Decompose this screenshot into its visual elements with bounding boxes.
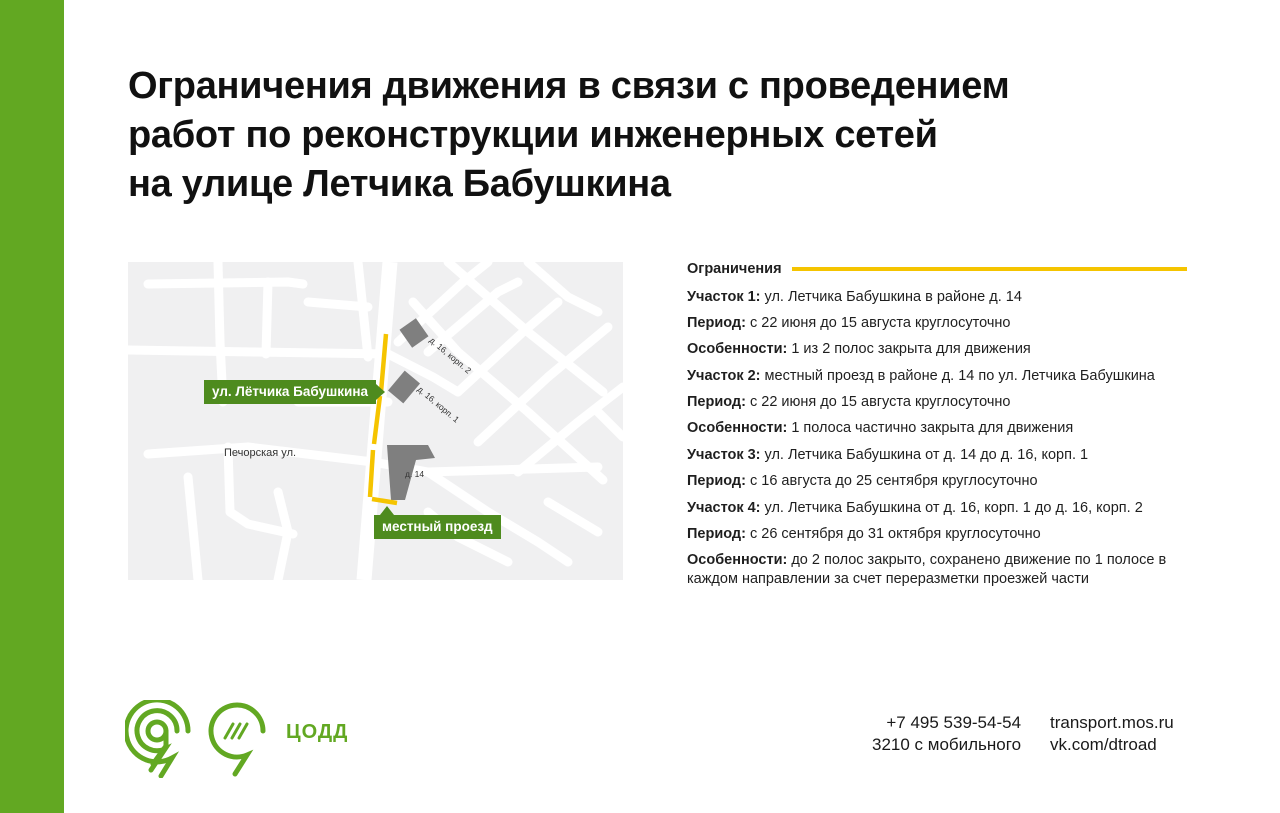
s4-features-value: до 2 полос закрыто, сохранено движение по 1 полосе в каждом направлении за счет переразметки проезжей части [687,552,1167,587]
s1-area-value: ул. Летчика Бабушкина в районе д. 14 [760,289,1022,305]
local-road-callout: местный проезд [374,515,501,539]
s3-period-key: Период: [687,473,746,489]
label-b14: д. 14 [405,469,425,479]
page-title [128,62,1208,209]
restrictions-heading: Ограничения [687,260,782,277]
moscow-transport-logo-icon [125,700,193,778]
s2-period-key: Период: [687,394,746,410]
codd-logo-text: ЦОДД [286,721,349,743]
s4-area-value: ул. Летчика Бабушкина от д. 16, корп. 1 до д. 16, корп. 2 [760,500,1143,516]
mobile-number: 3210 с мобильного [872,735,1022,754]
s1-features-value: 1 из 2 полос закрыта для движения [787,341,1031,357]
street-callout: ул. Лётчика Бабушкина [204,380,376,404]
s2-area-value: местный проезд в районе д. 14 по ул. Летчика Бабушкина [760,368,1155,384]
phone-contacts [862,712,1021,756]
label-b16k1: д. 16, корп. 1 [415,384,462,425]
web-contacts [1050,712,1174,756]
label-b16k2: д. 16, корп. 2 [427,335,474,376]
yellow-line [792,267,1187,271]
s3-area-key: Участок 3: [687,447,761,463]
s2-features-value: 1 полоса частично закрыта для движения [787,420,1074,436]
restrictions-panel [687,260,1187,597]
s4-period-key: Период: [687,526,746,542]
phone-number: +7 495 539-54-54 [886,713,1022,732]
s4-area-key: Участок 4: [687,500,761,516]
section-4 [687,499,1187,589]
scheme-map [128,262,623,580]
left-green-bar [0,0,64,813]
s2-area-key: Участок 2: [687,368,761,384]
title-line-2: работ по реконструкции инженерных сетей [128,114,938,156]
s1-period-key: Период: [687,315,746,331]
section-1 [687,288,1187,359]
s2-features-key: Особенности: [687,420,788,436]
title-line-3: на улице Летчика Бабушкина [128,163,671,205]
title-line-1: Ограничения движения в связи с проведением [128,65,1010,107]
vk-link[interactable]: vk.com/dtroad [1050,735,1157,754]
s1-features-key: Особенности: [687,341,788,357]
codd-logo-icon [205,700,273,778]
label-pechorskaya: Печорская ул. [224,447,297,459]
section-3 [687,446,1187,491]
s2-period-value: с 22 июня до 15 августа круглосуточно [745,394,1011,410]
s4-features-key: Особенности: [687,552,788,568]
s1-area-key: Участок 1: [687,289,761,305]
s3-period-value: с 16 августа до 25 сентября круглосуточно [745,473,1038,489]
s4-period-value: с 26 сентября до 31 октября круглосуточно [745,526,1041,542]
restrictions-header [687,260,1187,278]
section-2 [687,367,1187,438]
s3-area-value: ул. Летчика Бабушкина от д. 14 до д. 16, корп. 1 [760,447,1089,463]
site-link[interactable]: transport.mos.ru [1050,713,1174,732]
s1-period-value: с 22 июня до 15 августа круглосуточно [745,315,1011,331]
